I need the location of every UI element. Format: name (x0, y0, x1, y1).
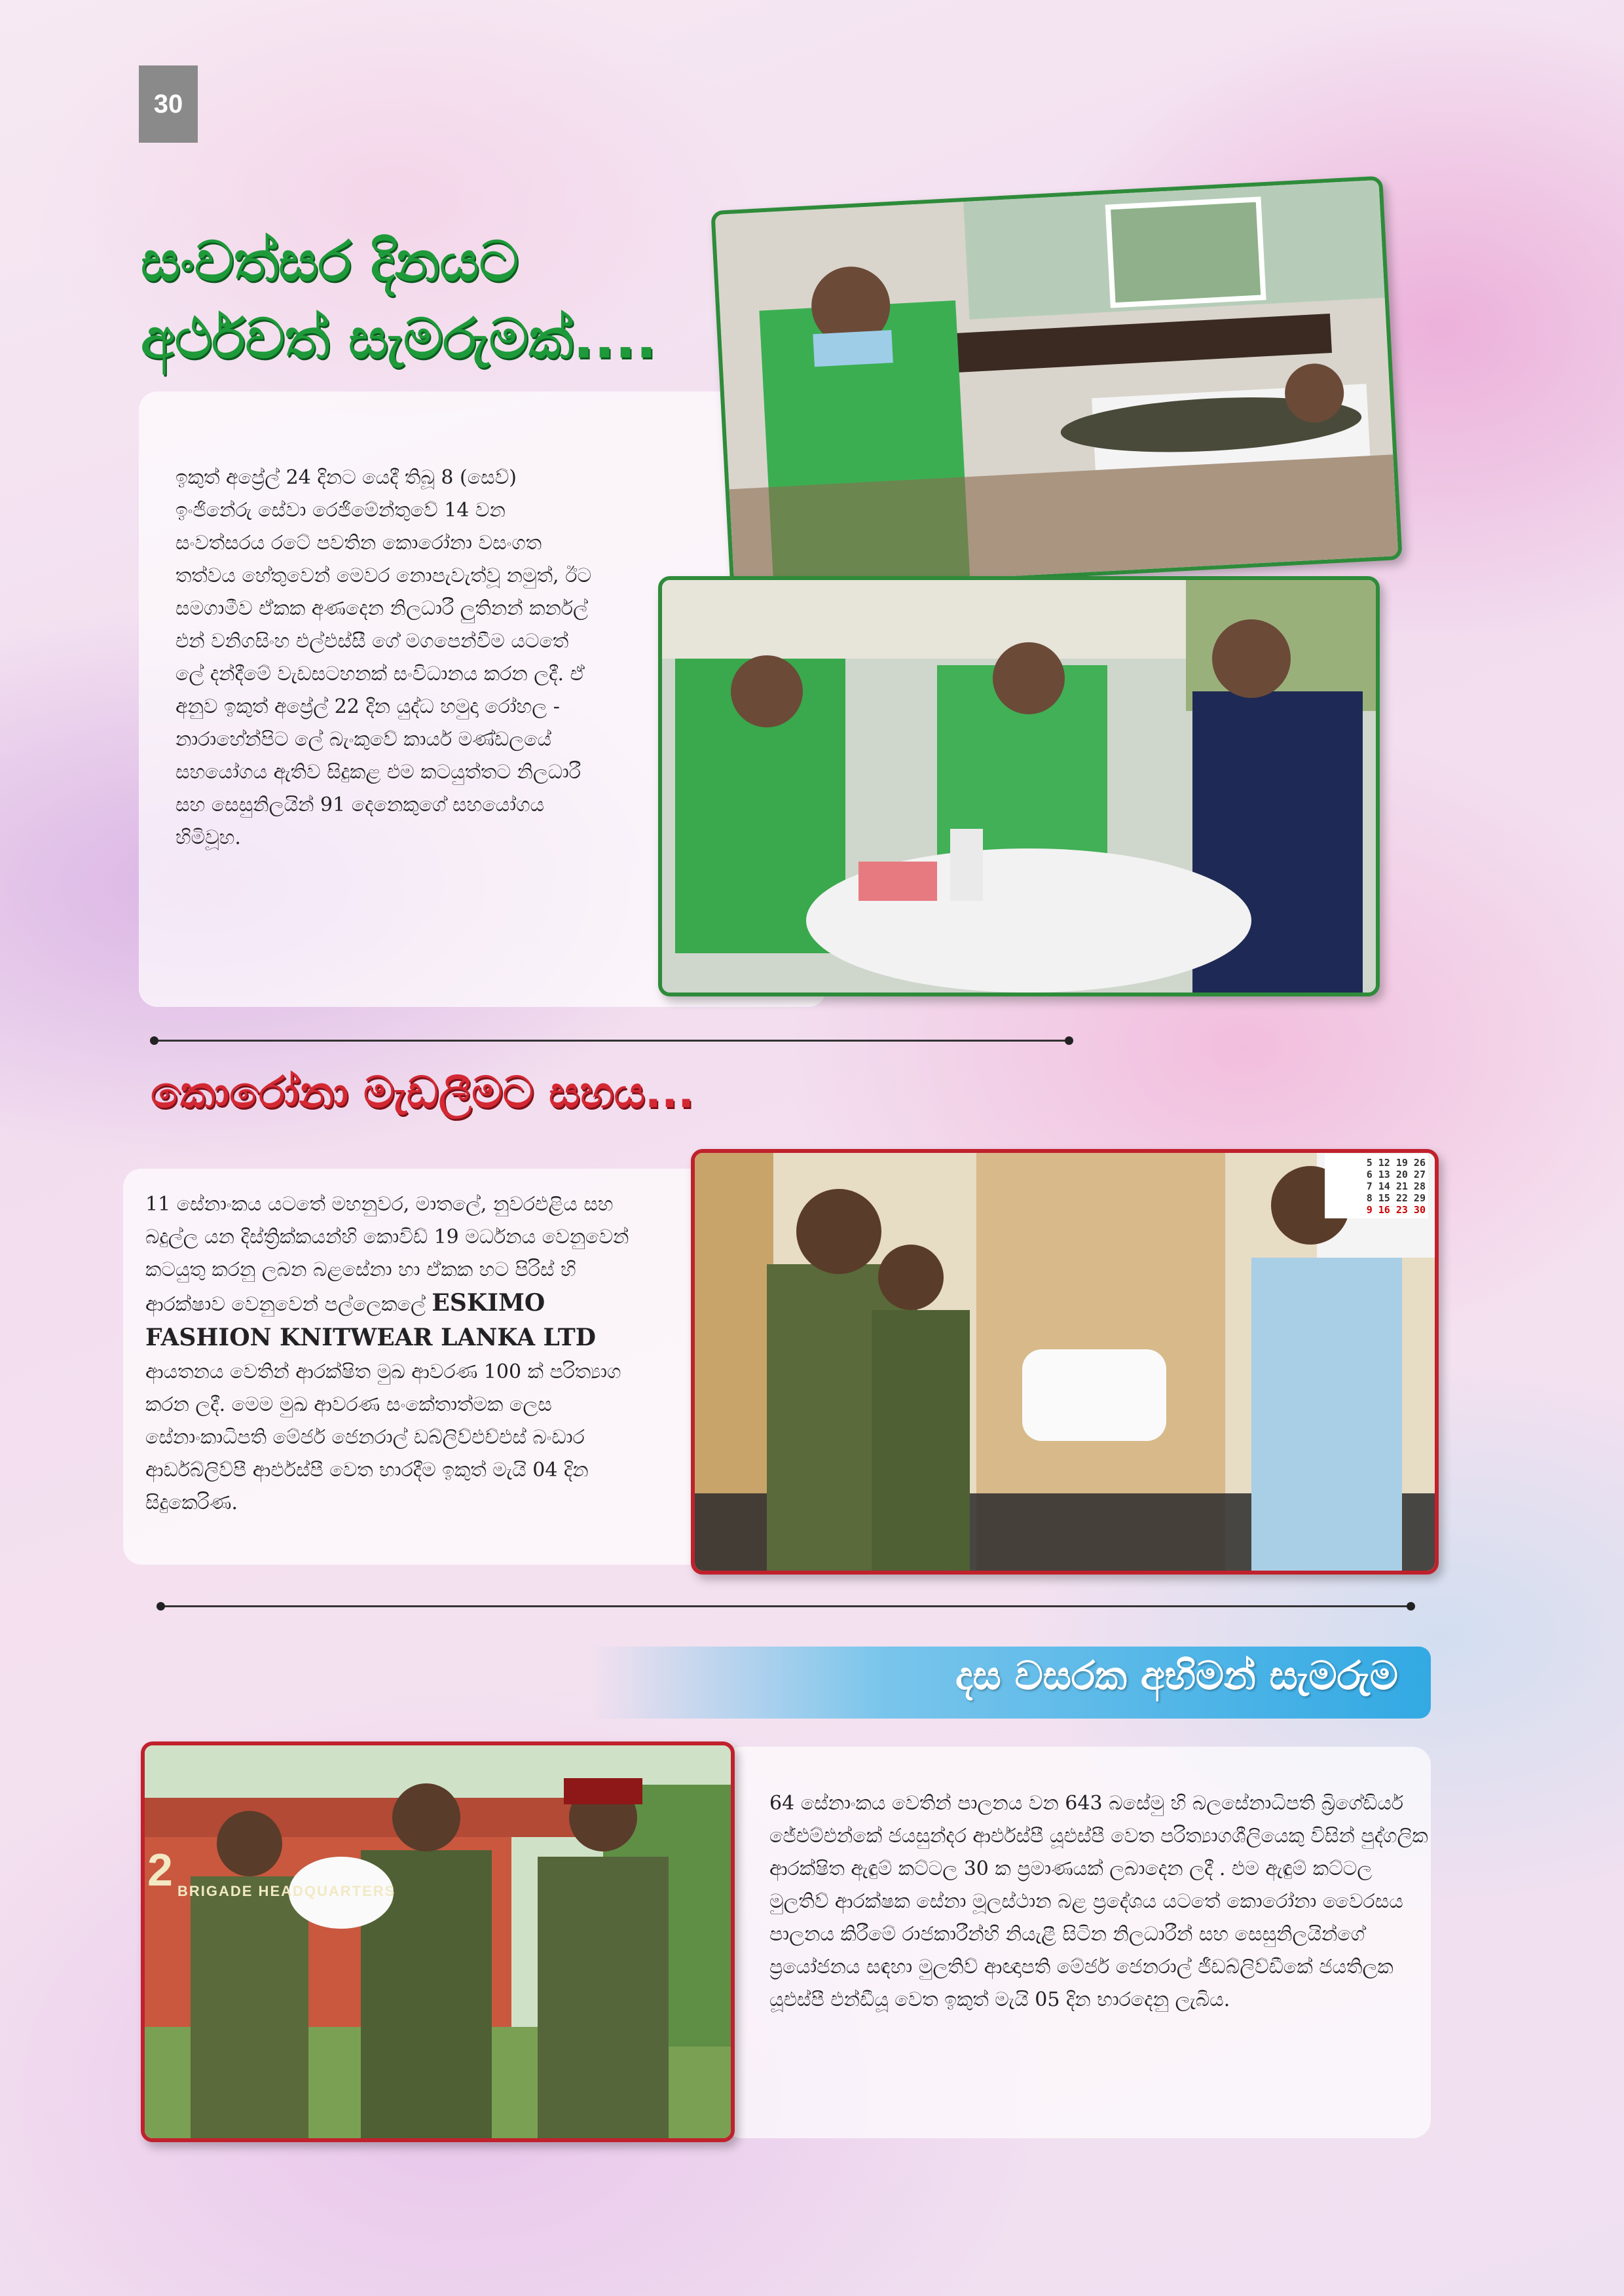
calendar-line: 5 12 19 26 (1366, 1157, 1426, 1169)
article2-body (145, 1188, 659, 1520)
wall-calendar (1325, 1154, 1428, 1218)
brigade-sign-text: BRIGADE HEADQUARTERS (177, 1883, 396, 1899)
article3-title-banner (589, 1647, 1431, 1719)
article3-body: 64 සේනාංකය වෙතින් පාලනය වන 643 බසේමු හි බලසේනාධිපති බ්‍රිගේඩියර් ජේඑම්එන්කේ ජයසුන්දර ආර්එස්පී යූඑස්පී වෙත පරිත්‍යාගශීලියෙකු විසින් පුද්ගලික ආරක්ෂිත ඇඳුම් කට්ටල 30 ක ප්‍රමාණයක් ලබාදෙන ලදී . එම ඇඳුම් කට්ටල මුලතිව් ආරක්ෂක සේනා මූලස්ථාන බළ ප්‍රදේශය යටතේ කොරෝනා වෛරසය පාලනය කිරීමේ රාජකාරීන්හි නියැළී සිටින නිලධාරීන් සහ සෙසුනිලයින්ගේ ප්‍රයෝජනය සඳහා මුලතිව් ආඥාපති මේජර් ජෙනරාල් ජීඩබ්ලිව්ඩීකේ ජයතිලක යූඑස්පී එන්ඩීයූ වෙත ඉකුත් මැයි 05 දින භාරදෙනු ලැබිය. (769, 1792, 1428, 2011)
article2-body-post: ආයතනය වෙතින් ආරක්ෂිත මුඛ ආවරණ 100 ක් පරිත්‍යාග කරන ලදී. මෙම මුඛ ආවරණ සංකේතාත්මක ලෙස සේනාංකාධිපති මේජර් ජෙනරාල් ඩබ්ලිව්එච්එස් බංඩාර ආර්ඩබ්ලිව්පී ආර්එස්පී වෙත භාරදීම ඉකුත් මැයි 04 දින සිදුකෙරිණ. (145, 1360, 621, 1514)
article1-title-line1: සංවත්සර දිනයට (141, 229, 519, 293)
company-name: ESKIMO FASHION KNITWEAR LANKA LTD (145, 1289, 596, 1351)
page-number: 30 (139, 65, 198, 143)
article2-title: කොරෝනා මැඩලීමට සහය... (151, 1067, 695, 1118)
mask-donation-photo (691, 1149, 1439, 1575)
calendar-line: 9 16 23 30 (1366, 1204, 1426, 1216)
article2-body-pre: 11 සේනාංකය යටතේ මහනුවර, මාතලේ, නුවරඑළිය සහ බදුල්ල යන දිස්ත්‍රික්කයන්හි කොවිඩ් 19 මර්ධනය වෙනුවෙන් කටයුතු කරනු ලබන බළසේනා හා ඒකක හට පිරිස් හි ආරක්ෂාව වෙනුවෙන් පල්ලෙකලේ (145, 1193, 629, 1316)
ppe-handover-photo-illustration (145, 1745, 731, 2138)
ppe-handover-photo (141, 1741, 735, 2142)
blood-donation-photo-1 (710, 176, 1402, 595)
calendar-line: 6 13 20 27 (1366, 1169, 1426, 1180)
calendar-line: 7 14 21 28 (1366, 1180, 1426, 1192)
mask-donation-photo-illustration (695, 1153, 1435, 1571)
blood-donation-photo-2-illustration (662, 580, 1376, 993)
blood-donation-photo-1-illustration (715, 180, 1399, 591)
article1-body: ඉකුත් අප්‍රේල් 24 දිනට යෙදී තිබූ 8 (සෙව්) ඉංජිනේරු සේවා රෙජිමේන්තුවේ 14 වන සංවත්සරය රටේ පවතින කොරෝනා වසංගත තත්වය හේතුවෙන් මෙවර නොපැවැත්වූ නමුත්, ඊට සමගාමීව ඒකක අණදෙන නිලධාරී ලුතිනන් කර්නල් එන් වනිගසිංහ එල්එස්සී ගේ මගපෙන්වීම යටතේ ලේ දන්දීමේ වැඩසටහනක් සංවිධානය කරන ලදී. ඒ අනුව ඉකුත් අප්‍රේල් 22 දින යුද්ධ හමුදා රෝහල - නාරාහේන්පිට ලේ බැංකුවේ කාර්ය මණ්ඩලයේ සහයෝගය ඇතිව සිදුකළ එම කටයුත්තට නිලධාරී සහ සෙසුනිලයින් 91 දෙනෙකුගේ සහයෝගය හිමිවූහ. (175, 466, 592, 849)
blood-donation-photo-2 (658, 576, 1380, 996)
calendar-line: 8 15 22 29 (1366, 1192, 1426, 1204)
brigade-sign-number: 2 (147, 1844, 173, 1895)
divider-1 (154, 1040, 1069, 1042)
divider-2 (160, 1605, 1411, 1607)
article1-title-line2: අර්ථවත් සැමරුමක්.... (141, 306, 657, 371)
article1-title (141, 223, 730, 377)
article3-title: දස වසරක අභිමන් සැමරුම (955, 1653, 1398, 1699)
